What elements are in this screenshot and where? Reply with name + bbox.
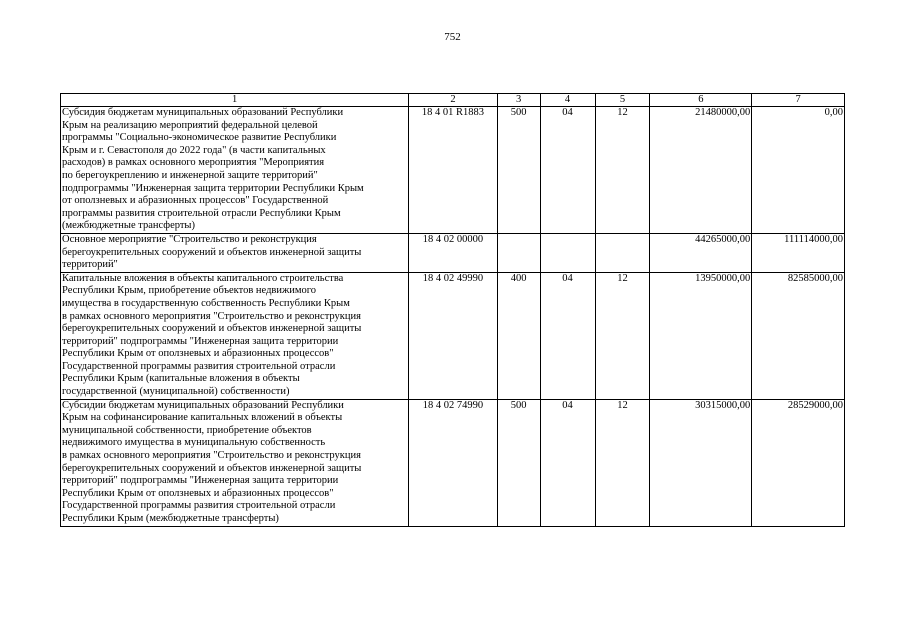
row-subsection — [595, 233, 650, 272]
row-target-code: 18 4 02 00000 — [409, 233, 498, 272]
page-number: 752 — [444, 31, 461, 43]
row-target-code: 18 4 01 R1883 — [409, 107, 498, 234]
row-amount-1: 13950000,00 — [650, 272, 752, 399]
row-section — [540, 233, 595, 272]
row-description: Субсидии бюджетам муниципальных образований Республики Крым на софинансирование капитальных вложений в объекты муниципальной собственности, приобретение объектов недвижимого имущества в муниципальную собственность в рамках основного мероприятия "Строительство и реконструкция берегоукрепительных сооружений и объектов инженерной защиты территорий" подпрограммы "Инженерная защита территории Республики Крым от оползневых и абразионных процессов" Государственной программы развития строительной отрасли Республики Крым (межбюджетные трансферты) — [61, 399, 409, 526]
table-row — [61, 233, 845, 272]
row-target-code: 18 4 02 49990 — [409, 272, 498, 399]
header-col-2: 2 — [409, 94, 498, 107]
row-amount-1: 44265000,00 — [650, 233, 752, 272]
row-amount-2: 111114000,00 — [752, 233, 845, 272]
header-col-4: 4 — [540, 94, 595, 107]
row-amount-1: 21480000,00 — [650, 107, 752, 234]
row-description: Субсидия бюджетам муниципальных образований Республики Крым на реализацию мероприятий федеральной целевой программы "Социально-экономическое развитие Республики Крым и г. Севастополя до 2022 года" (в части капитальных расходов) в рамках основного мероприятия "Мероприятия по берегоукреплению и инженерной защите территорий" подпрограммы "Инженерная защита территории Республики Крым от оползневых и абразионных процессов" Государственной программы развития строительной отрасли Республики Крым (межбюджетные трансферты) — [61, 107, 409, 234]
row-amount-2: 82585000,00 — [752, 272, 845, 399]
header-col-3: 3 — [497, 94, 540, 107]
row-amount-2: 0,00 — [752, 107, 845, 234]
row-description: Капитальные вложения в объекты капитального строительства Республики Крым, приобретение объектов недвижимого имущества в государственную собственность Республики Крым в рамках основного мероприятия "Строительство и реконструкция берегоукрепительных сооружений и объектов инженерной защиты территорий" подпрограммы "Инженерная защита территории Республики Крым от оползневых и абразионных процессов" Государственной программы развития строительной отрасли Республики Крым (капитальные вложения в объекты государственной (муниципальной) собственности) — [61, 272, 409, 399]
row-section: 04 — [540, 272, 595, 399]
header-row — [61, 94, 845, 107]
row-subsection: 12 — [595, 272, 650, 399]
header-col-7: 7 — [752, 94, 845, 107]
row-expense-type: 400 — [497, 272, 540, 399]
row-amount-2: 28529000,00 — [752, 399, 845, 526]
header-col-1: 1 — [61, 94, 409, 107]
row-section: 04 — [540, 107, 595, 234]
header-col-6: 6 — [650, 94, 752, 107]
table-row — [61, 399, 845, 526]
row-expense-type — [497, 233, 540, 272]
row-subsection: 12 — [595, 399, 650, 526]
row-subsection: 12 — [595, 107, 650, 234]
row-target-code: 18 4 02 74990 — [409, 399, 498, 526]
row-amount-1: 30315000,00 — [650, 399, 752, 526]
row-description: Основное мероприятие "Строительство и реконструкция берегоукрепительных сооружений и объектов инженерной защиты территорий" — [61, 233, 409, 272]
row-expense-type: 500 — [497, 107, 540, 234]
header-col-5: 5 — [595, 94, 650, 107]
budget-table — [60, 93, 845, 527]
table-row — [61, 107, 845, 234]
table-row — [61, 272, 845, 399]
row-expense-type: 500 — [497, 399, 540, 526]
row-section: 04 — [540, 399, 595, 526]
